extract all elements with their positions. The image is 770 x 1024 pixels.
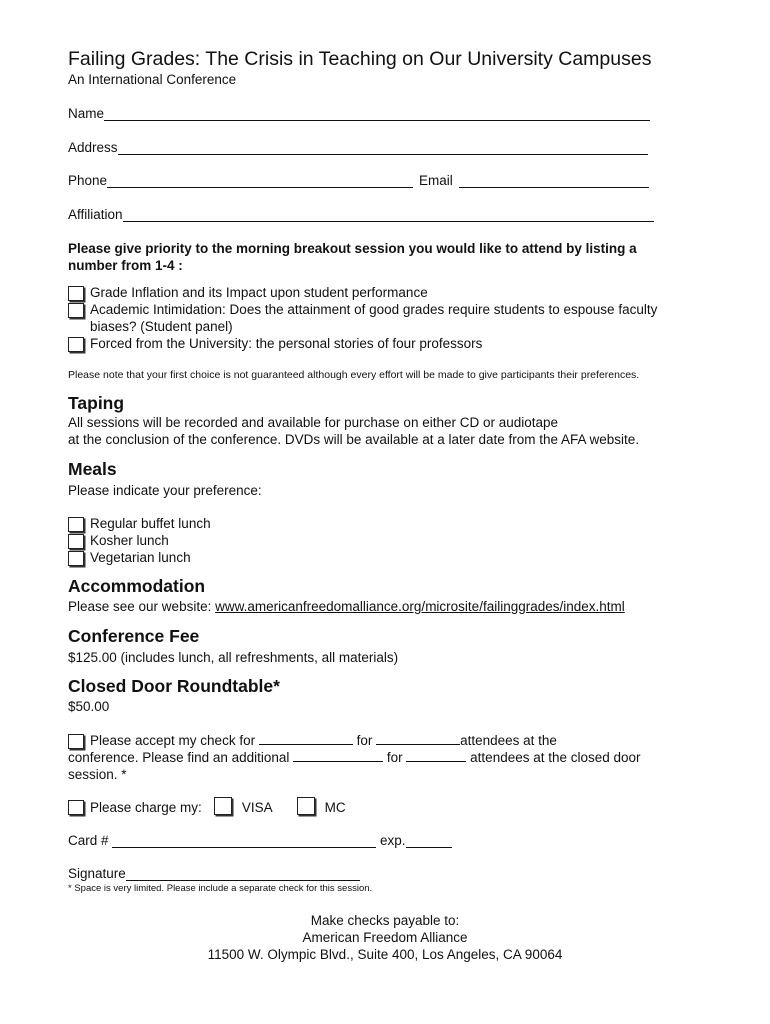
affiliation-line[interactable]	[123, 209, 654, 222]
mc-label: MC	[324, 800, 346, 815]
meal-option-regular[interactable]	[68, 515, 678, 532]
meal-label: Vegetarian lunch	[90, 550, 191, 565]
additional-amount-line[interactable]	[293, 749, 383, 762]
session-option-1[interactable]	[68, 284, 678, 301]
check-text: attendees at the	[460, 733, 557, 748]
signature-field[interactable]	[68, 866, 360, 881]
email-line[interactable]	[459, 175, 649, 188]
card-label: Card #	[68, 833, 113, 848]
card-row	[68, 833, 452, 848]
choice-note: Please note that your first choice is not guaranteed although every effort will be made to give participants their preferences.	[68, 369, 640, 381]
signature-line[interactable]	[126, 868, 360, 881]
check-line-3: session. *	[68, 767, 127, 782]
name-line[interactable]	[104, 108, 650, 121]
meal-label: Kosher lunch	[90, 533, 169, 548]
taping-text-2: at the conclusion of the conference. DVDs will be available at a later date from the AFA website.	[68, 432, 640, 447]
session-label: Forced from the University: the personal stories of four professors	[90, 336, 483, 351]
session-option-3[interactable]	[68, 335, 678, 352]
name-label: Name	[68, 106, 105, 121]
visa-checkbox-icon[interactable]	[214, 797, 232, 815]
checkbox-icon[interactable]	[68, 734, 84, 749]
roundtable-heading: Closed Door Roundtable*	[68, 676, 280, 696]
check-text: conference. Please find an additional	[68, 750, 294, 765]
accommodation-label: Please see our website:	[68, 599, 216, 614]
phone-email-row	[68, 173, 649, 188]
checkbox-icon[interactable]	[68, 286, 84, 301]
affiliation-field[interactable]	[68, 207, 654, 222]
check-option[interactable]	[68, 732, 678, 749]
check-amount-line[interactable]	[259, 732, 353, 745]
checkbox-icon[interactable]	[68, 337, 84, 352]
address-line[interactable]	[118, 142, 648, 155]
session-label: Grade Inflation and its Impact upon student performance	[90, 285, 428, 300]
address-field[interactable]	[68, 140, 648, 155]
signature-label: Signature	[68, 866, 126, 881]
footnote: * Space is very limited. Please include a separate check for this session.	[68, 883, 373, 894]
phone-label: Phone	[68, 173, 108, 188]
fee-text: $125.00 (includes lunch, all refreshments, all materials)	[68, 650, 399, 665]
check-text: for	[383, 750, 407, 765]
meal-label: Regular buffet lunch	[90, 516, 211, 531]
checkbox-icon[interactable]	[68, 800, 84, 815]
roundtable-price: $50.00	[68, 699, 110, 714]
affiliation-label: Affiliation	[68, 207, 123, 222]
check-text: Please accept my check for	[90, 733, 259, 748]
meal-option-kosher[interactable]	[68, 532, 678, 549]
session-option-2[interactable]	[68, 301, 678, 335]
taping-text-1: All sessions will be recorded and available for purchase on either CD or audiotape	[68, 415, 559, 430]
visa-label: VISA	[241, 800, 273, 815]
meals-heading: Meals	[68, 459, 117, 479]
exp-line[interactable]	[406, 835, 452, 848]
accommodation-heading: Accommodation	[68, 576, 206, 596]
charge-row	[68, 799, 678, 816]
checkbox-icon[interactable]	[68, 303, 84, 318]
checkbox-icon[interactable]	[68, 551, 84, 566]
taping-heading: Taping	[68, 393, 125, 413]
checkbox-icon[interactable]	[68, 517, 84, 532]
meals-prompt: Please indicate your preference:	[68, 483, 262, 498]
payable-line-3: 11500 W. Olympic Blvd., Suite 400, Los Angeles, CA 90064	[207, 947, 563, 962]
exp-label: exp.	[376, 833, 406, 848]
checkbox-icon[interactable]	[68, 534, 84, 549]
closed-door-attendees-line[interactable]	[406, 749, 466, 762]
check-text: attendees at the closed door	[466, 750, 641, 765]
payable-line-2: American Freedom Alliance	[302, 930, 468, 945]
check-line-2	[68, 749, 641, 766]
phone-line[interactable]	[107, 175, 413, 188]
accommodation-link[interactable]: www.americanfreedomalliance.org/microsite/failinggrades/index.html	[215, 599, 625, 614]
email-label: Email	[419, 173, 453, 188]
page-title: Failing Grades: The Crisis in Teaching on Our University Campuses	[68, 48, 652, 70]
mc-checkbox-icon[interactable]	[297, 797, 315, 815]
session-label: Academic Intimidation: Does the attainment of good grades require students to espouse faculty biases? (Student panel)	[90, 302, 658, 334]
address-label: Address	[68, 140, 118, 155]
accommodation-text	[68, 598, 625, 615]
card-number-line[interactable]	[112, 835, 376, 848]
check-line-1	[90, 732, 557, 749]
page-subtitle: An International Conference	[68, 72, 237, 87]
check-text: for	[352, 733, 377, 748]
meal-option-vegetarian[interactable]	[68, 549, 678, 566]
attendees-line[interactable]	[376, 732, 460, 745]
name-field[interactable]	[68, 106, 650, 121]
payable-line-1: Make checks payable to:	[310, 913, 460, 928]
fee-heading: Conference Fee	[68, 626, 200, 646]
priority-instruction: Please give priority to the morning breakout session you would like to attend by listing a number from 1-4 :	[68, 241, 637, 273]
charge-label: Please charge my:	[90, 800, 202, 815]
